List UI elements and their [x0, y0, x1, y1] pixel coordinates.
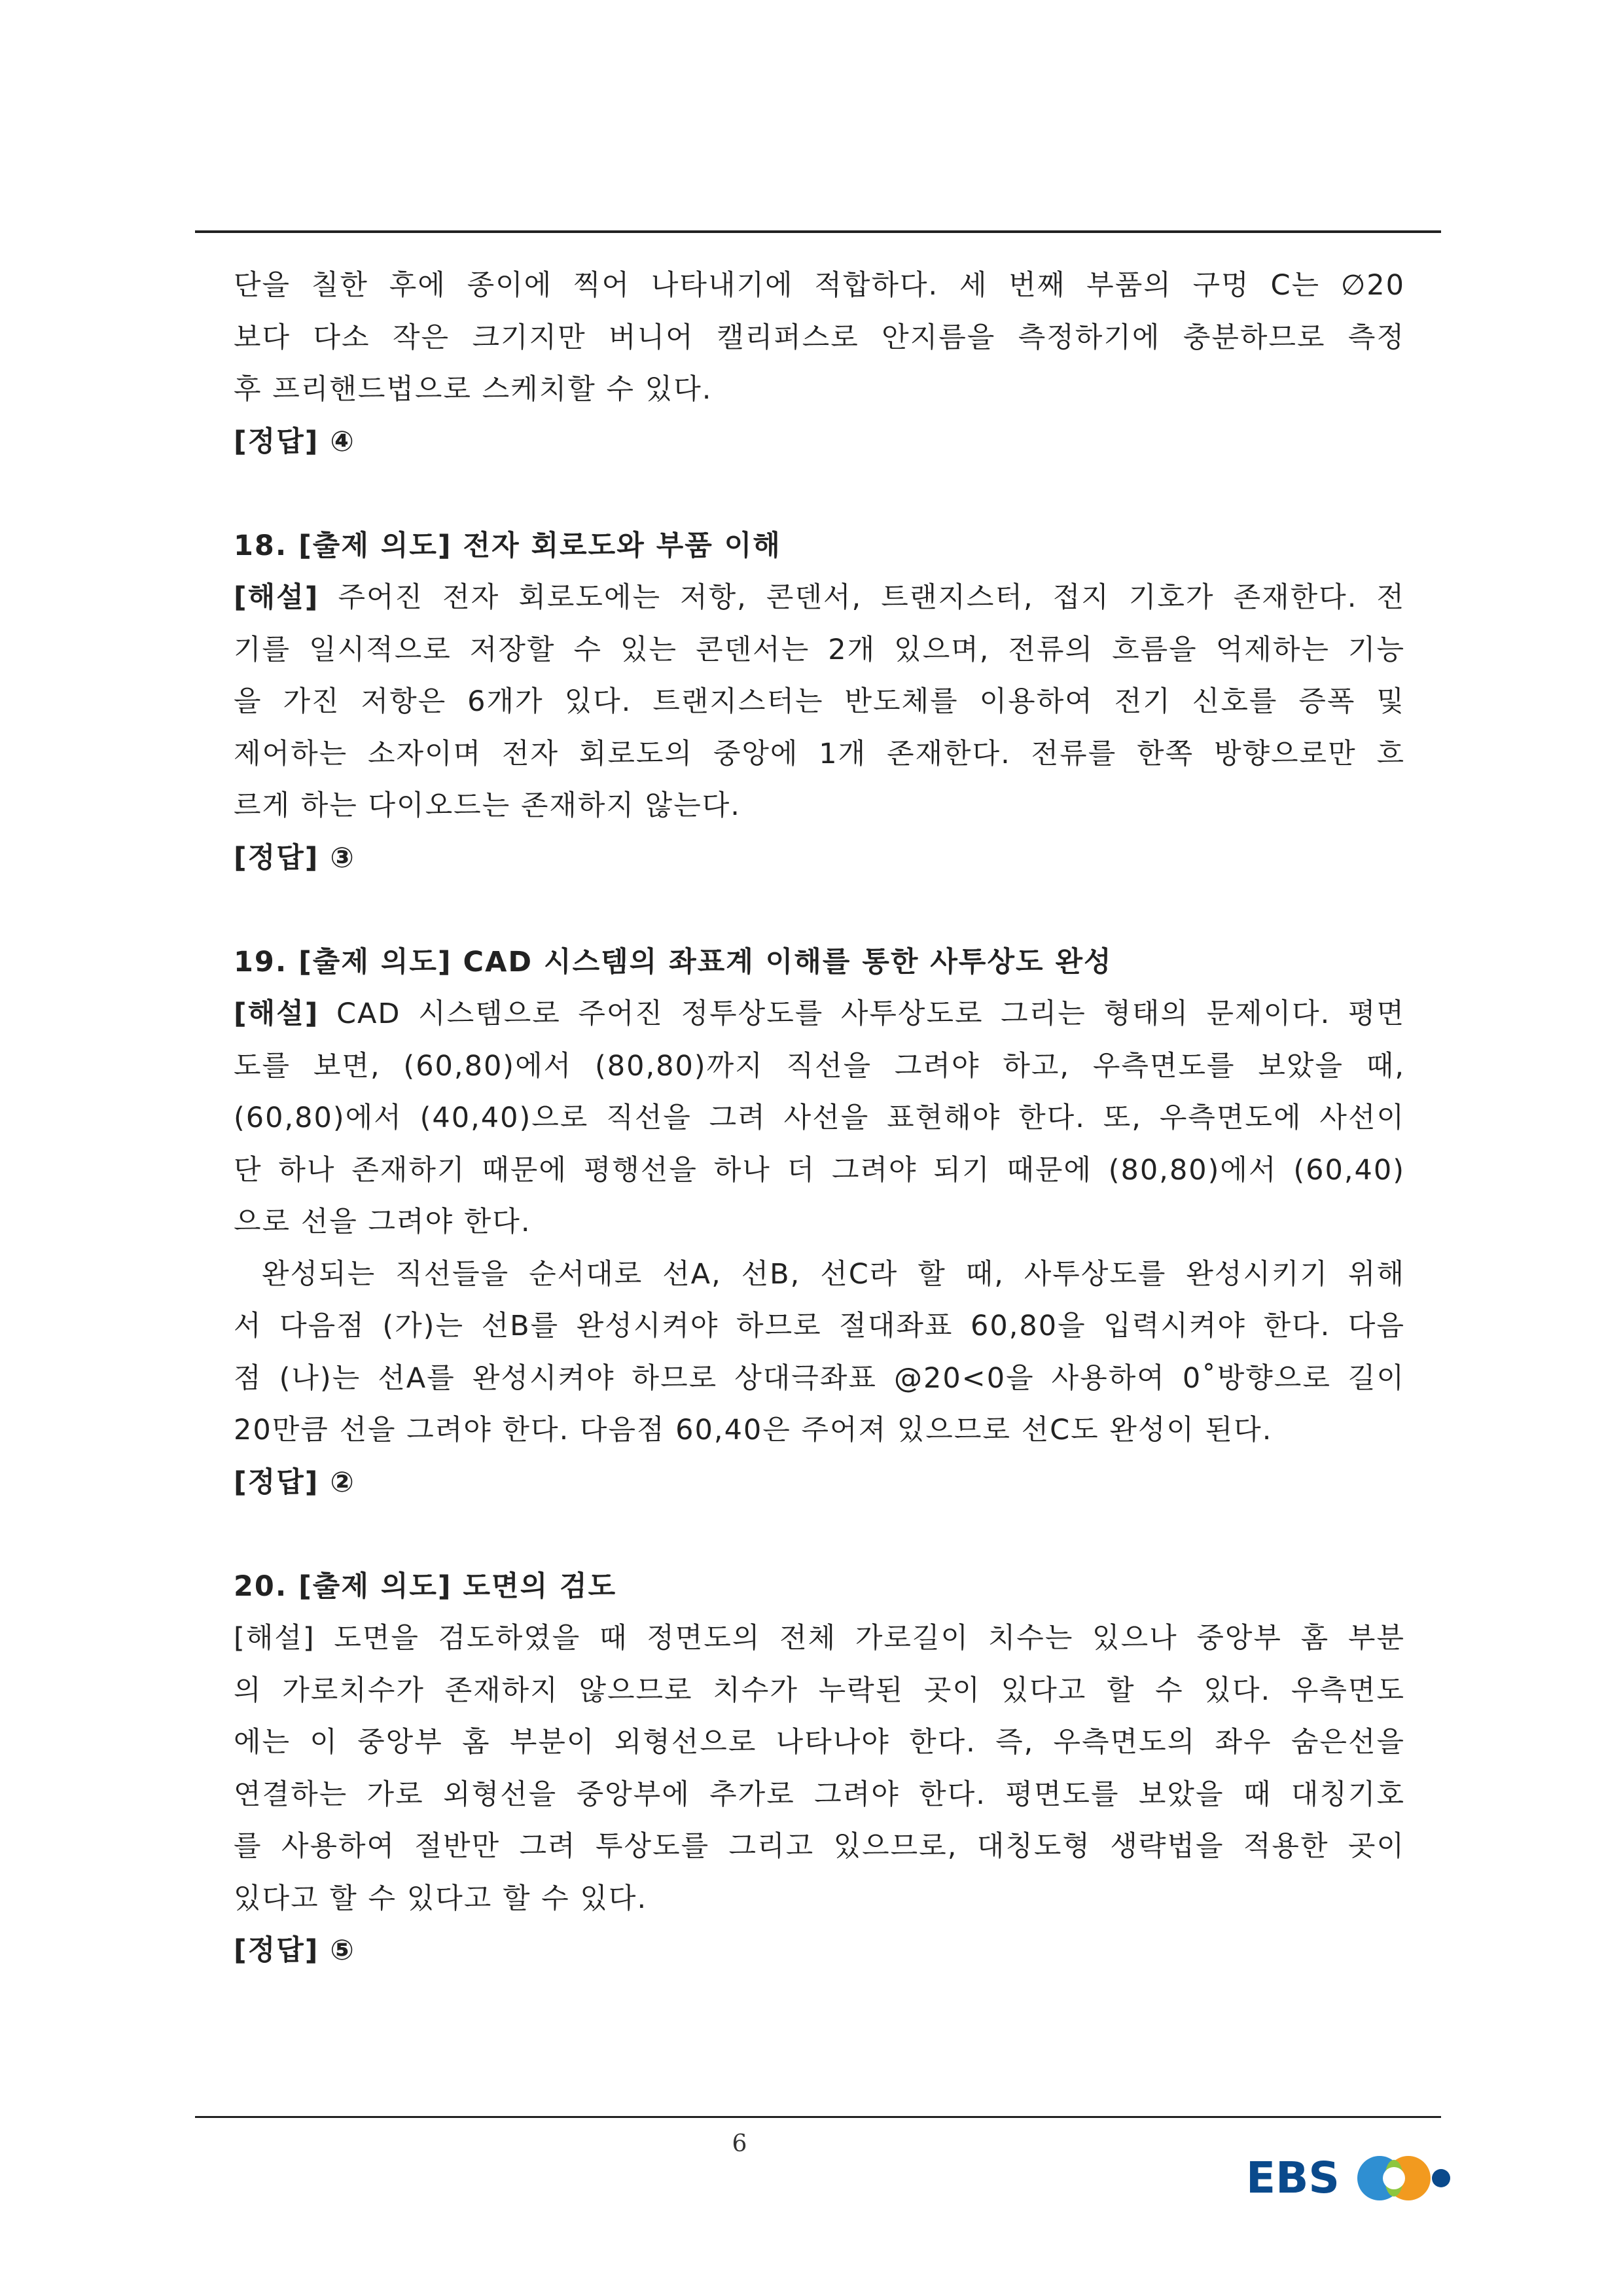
sec20-line-1: [해설] 도면을 검도하였을 때 정면도의 전체 가로길이 치수는 있으나 중앙부 홈 부분 [234, 1622, 1405, 1655]
page-number: 6 [732, 2130, 747, 2157]
sec19-line-6: 완성되는 직선들을 순서대로 선A, 선B, 선C라 할 때, 사투상도를 완성시키기 위해 [262, 1257, 1405, 1291]
sec19-line-8: 점 (나)는 선A를 완성시켜야 하므로 상대극좌표 @20<0을 사용하여 0˚방향으로 길이 [234, 1361, 1405, 1395]
sec20-line-5: 를 사용하여 절반만 그려 투상도를 그리고 있으므로, 대칭도형 생략법을 적용한 곳이 [234, 1830, 1405, 1863]
sec19-line-4: 단 하나 존재하기 때문에 평행선을 하나 더 그려야 되기 때문에 (80,80)에서 (60,40) [234, 1153, 1405, 1187]
sec18-line-5: 르게 하는 다이오드는 존재하지 않는다. [234, 789, 741, 822]
sec17-line-2: 보다 다소 작은 크기지만 버니어 캘리퍼스로 안지름을 측정하기에 충분하므로 측정 [234, 321, 1405, 354]
sec19-line-5: 으로 선을 그려야 한다. [234, 1206, 531, 1238]
sec18-line-1: [해설] 주어진 전자 회로도에는 저항, 콘덴서, 트랜지스터, 접지 기호가 존재한다. 전 [234, 581, 1405, 614]
sec18-label: [해설] [234, 581, 319, 614]
sec17-line-1: 단을 칠한 후에 종이에 찍어 나타내기에 적합하다. 세 번째 부품의 구멍 C는 ∅20 [234, 269, 1405, 302]
sec18-line-3: 을 가진 저항은 6개가 있다. 트랜지스터는 반도체를 이용하여 전기 신호를 증폭 및 [234, 685, 1405, 718]
sec19-answer: [정답] ② [234, 1465, 355, 1499]
sec19-line-7: 서 다음점 (가)는 선B를 완성시켜야 하므로 절대좌표 60,80을 입력시켜야 한다. 다음 [234, 1310, 1405, 1342]
document-body [234, 260, 1405, 1977]
sec20-line-3: 에는 이 중앙부 홈 부분이 외형선으로 나타나야 한다. 즉, 우측면도의 좌우 숨은선을 [234, 1726, 1405, 1759]
sec20-answer: [정답] ⑤ [234, 1934, 355, 1967]
sec17-line-3: 후 프리핸드법으로 스케치할 수 있다. [234, 373, 713, 406]
sec20-line-6: 있다고 할 수 있다고 할 수 있다. [234, 1882, 648, 1915]
sec18-answer: [정답] ③ [234, 841, 355, 874]
sec19-line-9: 20만큼 선을 그려야 한다. 다음점 60,40은 주어져 있으므로 선C도 완성이 된다. [234, 1414, 1273, 1446]
sec18-line-4: 제어하는 소자이며 전자 회로도의 중앙에 1개 존재한다. 전류를 한쪽 방향으로만 흐 [234, 737, 1405, 770]
sec19-heading: 19. [출제 의도] CAD 시스템의 좌표계 이해를 통한 사투상도 완성 [234, 945, 1113, 978]
ebs-logo-text: EBS [1246, 2153, 1340, 2203]
sec19-line-1: [해설] CAD 시스템으로 주어진 정투상도를 사투상도로 그리는 형태의 문제이다. 평면 [234, 997, 1405, 1030]
sec17-answer: [정답] ④ [234, 425, 355, 458]
sec19-line-2: 도를 보면, (60,80)에서 (80,80)까지 직선을 그려야 하고, 우측면도를 보았을 때, [234, 1049, 1405, 1083]
ebs-logo [1245, 2145, 1454, 2211]
sec20-heading: 20. [출제 의도] 도면의 검도 [234, 1570, 617, 1603]
footer-rule [195, 2116, 1441, 2118]
sec19-line-3: (60,80)에서 (40,40)으로 직선을 그려 사선을 표현해야 한다. 또, 우측면도에 사선이 [234, 1102, 1405, 1134]
sec18-heading: 18. [출제 의도] 전자 회로도와 부품 이해 [234, 529, 781, 562]
sec18-line-2: 기를 일시적으로 저장할 수 있는 콘덴서는 2개 있으며, 전류의 흐름을 억제하는 기능 [234, 633, 1405, 666]
header-rule [195, 230, 1441, 233]
sec20-line-4: 연결하는 가로 외형선을 중앙부에 추가로 그려야 한다. 평면도를 보았을 때 대칭기호 [234, 1778, 1405, 1811]
sec20-line-2: 의 가로치수가 존재하지 않으므로 치수가 누락된 곳이 있다고 할 수 있다. 우측면도 [234, 1674, 1405, 1707]
sec19-label: [해설] [234, 997, 319, 1030]
